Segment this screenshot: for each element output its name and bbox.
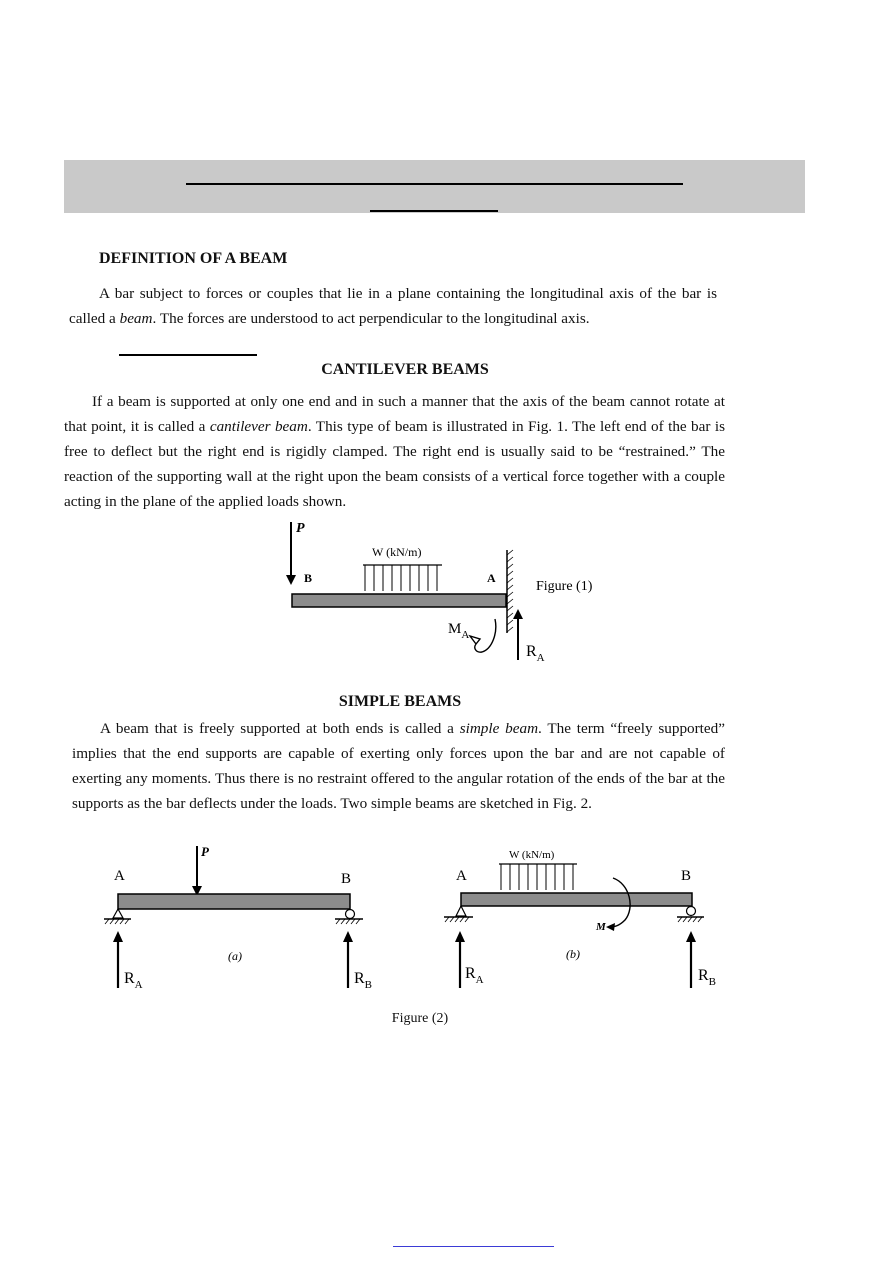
moment-arrow xyxy=(470,619,496,652)
fig2b-moment-label: M xyxy=(596,921,606,933)
fig2b-rb-label: $R_B$ xyxy=(698,967,717,988)
term-simple-beam: simple beam xyxy=(459,720,539,737)
fig2a-end-b-label: B xyxy=(341,871,352,887)
definition-heading: DEFINITION OF A BEAM xyxy=(99,250,288,267)
end-b-label: B xyxy=(304,571,313,585)
fig2b-load-w-label: W (kN/m) xyxy=(509,849,555,861)
figure-2a xyxy=(104,844,372,991)
end-a-label: A xyxy=(487,571,496,585)
figure-1-cantilever xyxy=(270,515,630,670)
load-p-arrowhead xyxy=(286,575,296,585)
fig2a-pin-support xyxy=(113,909,123,918)
fig2a-beam xyxy=(118,894,350,909)
term-cantilever-beam: cantilever beam xyxy=(209,418,308,435)
footer-link[interactable] xyxy=(393,1246,554,1247)
load-p-label: P xyxy=(296,521,305,536)
fig2b-pin-support xyxy=(456,906,466,916)
fig2b-end-a-label: A xyxy=(456,868,467,884)
title-rule-top xyxy=(186,183,683,185)
fig2a-rb-label: $R_B$ xyxy=(354,970,373,991)
fig2b-roller-support xyxy=(687,907,696,916)
figure-2-simple-beams xyxy=(95,838,735,998)
simple-heading: SIMPLE BEAMS xyxy=(338,693,462,710)
cantilever-heading: CANTILEVER BEAMS xyxy=(321,361,489,378)
moment-label: $M_A$ xyxy=(448,621,470,641)
reaction-arrowhead xyxy=(513,609,523,619)
simple-paragraph: A beam that is freely supported at both ends is called a simple beam. The term “freely supported” implies that the end supports are capable of exerting only forces upon the bar and are not capable of exerting any moments. Thus there is no restraint offered to the angular rotation of the ends of the bar at the supports as the bar deflects under the loads. Two simple beams are sketched in Fig. 2. xyxy=(72,720,725,812)
cantilever-paragraph: If a beam is supported at only one end and in such a manner that the axis of the beam cannot rotate at that point, it is called a cantilever beam. This type of beam is illustrated in Fig. 1. The left end of the bar is free to deflect but the right end is rigidly clamped. The right end is usually said to be “restrained.” The reaction of the supporting wall at the right upon the beam consists of a vertical force together with a couple acting in the plane of the applied loads shown. xyxy=(64,393,725,510)
figure-1-caption: Figure (1) xyxy=(536,579,593,594)
load-w-arrows xyxy=(365,565,437,591)
fig2b-beam xyxy=(461,893,692,906)
reaction-label: $R_A$ xyxy=(526,643,545,664)
fig2b-ra-label: $R_A$ xyxy=(465,965,484,986)
fig2b-load-w-arrows xyxy=(501,864,573,890)
fig2a-label: (a) xyxy=(228,949,242,963)
title-rule-bottom xyxy=(370,210,498,212)
fig2a-roller-support xyxy=(346,910,355,919)
fig2a-load-p-label: P xyxy=(201,844,209,859)
wall-hatch xyxy=(507,550,513,632)
fig2a-ra-label: $R_A$ xyxy=(124,970,143,991)
definition-paragraph: A bar subject to forces or couples that lie in a plane containing the longitudinal axis of the bar is called a beam. The forces are understood to act perpendicular to the longitudinal axis. xyxy=(69,285,717,327)
title-band xyxy=(64,160,805,213)
figure-2b xyxy=(444,849,716,988)
fig2a-end-a-label: A xyxy=(114,868,125,884)
figure-2-caption: Figure (2) xyxy=(391,1011,449,1026)
term-beam: beam xyxy=(119,310,153,327)
section-rule xyxy=(119,354,257,356)
fig2b-end-b-label: B xyxy=(681,868,692,884)
cantilever-beam xyxy=(292,594,506,607)
load-w-label: W (kN/m) xyxy=(372,545,422,559)
fig2b-label: (b) xyxy=(566,947,580,961)
